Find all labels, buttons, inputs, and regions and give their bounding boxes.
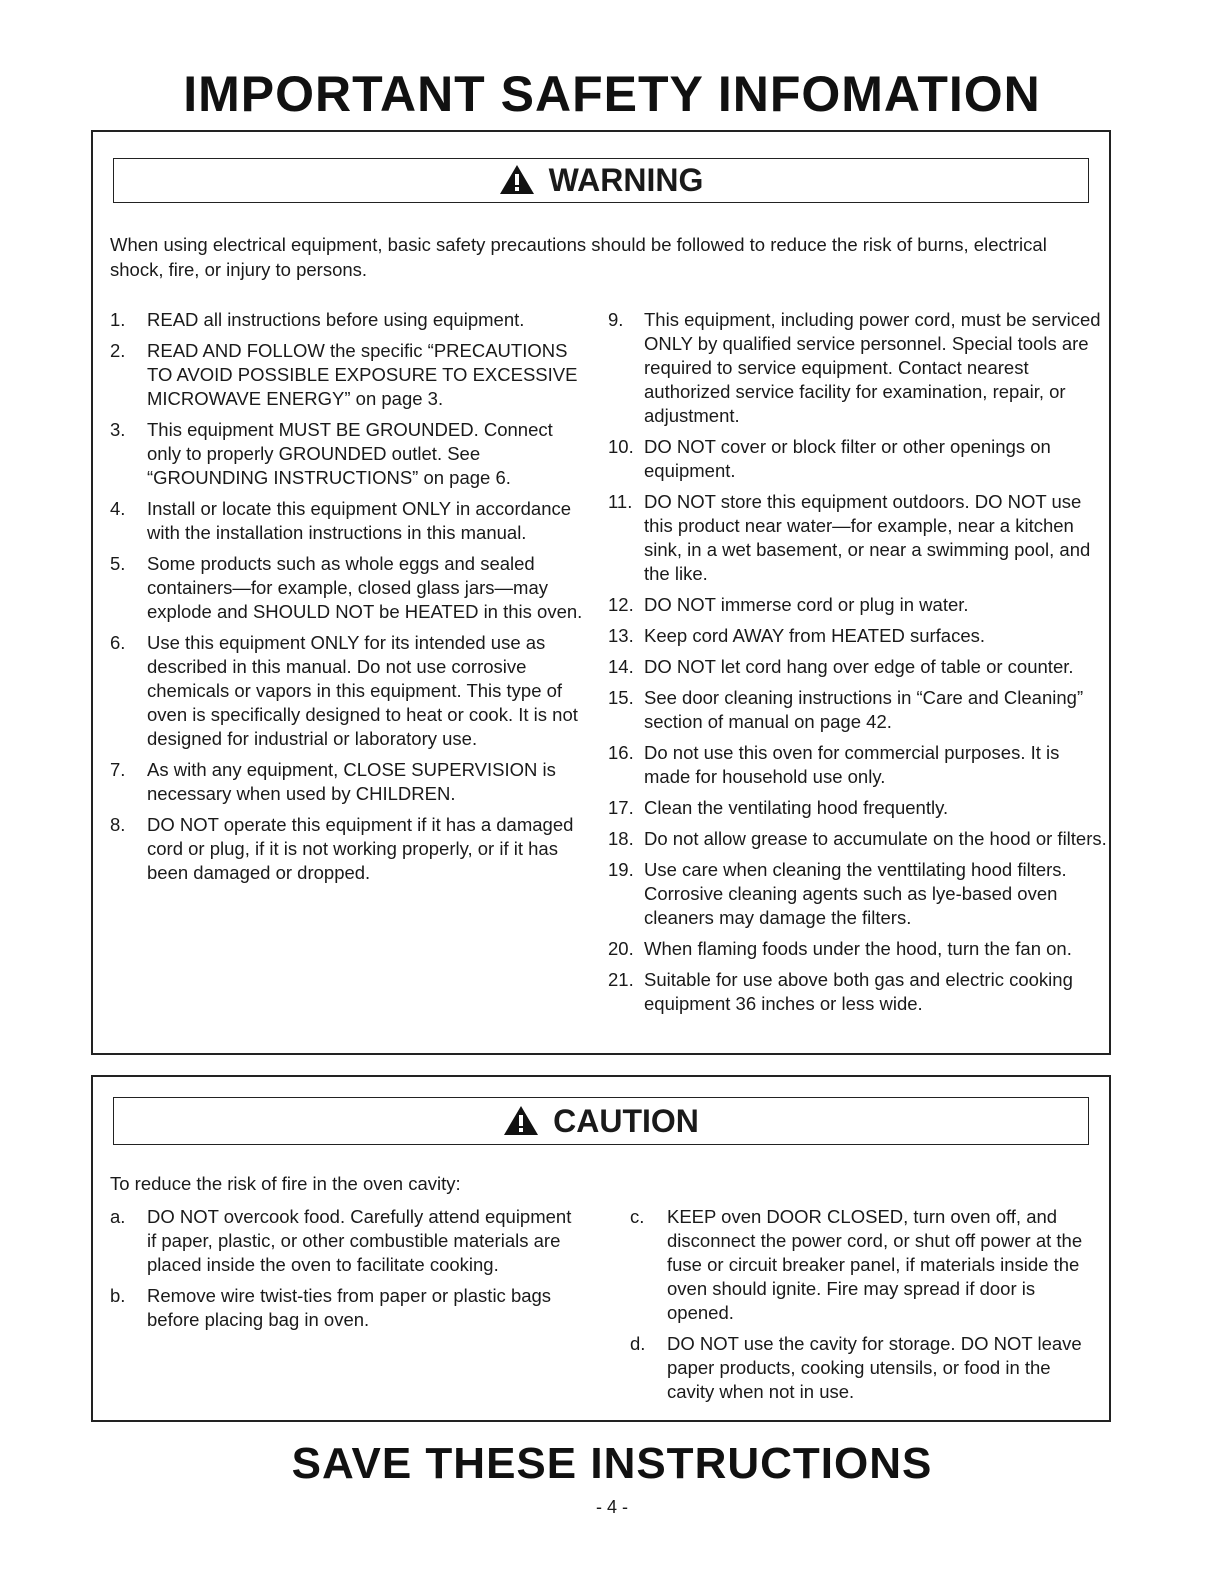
list-item: [110, 1284, 585, 1332]
list-item-number: 7.: [110, 759, 126, 780]
list-item-text: DO NOT store this equipment outdoors. DO NOT use this product near water—for example, near a kitchen sink, in a wet basement, or near a swimming pool, and the like.: [644, 491, 1091, 584]
list-item-number: d.: [630, 1333, 646, 1354]
list-item: [110, 497, 585, 545]
list-item-number: 21.: [608, 969, 634, 990]
list-item-number: 19.: [608, 859, 634, 880]
list-item: [608, 686, 1108, 734]
list-item-number: 15.: [608, 687, 634, 708]
list-item-text: Do not use this oven for commercial purposes. It is made for household use only.: [644, 742, 1060, 787]
list-item-text: See door cleaning instructions in “Care and Cleaning” section of manual on page 42.: [644, 687, 1084, 732]
warning-list-left: [110, 308, 585, 892]
list-item-number: 16.: [608, 742, 634, 763]
list-item-number: 1.: [110, 309, 126, 330]
list-item-text: Some products such as whole eggs and sealed containers—for example, closed glass jars—may explode and SHOULD NOT be HEATED in this oven.: [147, 553, 583, 622]
list-item: [608, 968, 1108, 1016]
list-item: [608, 796, 1108, 820]
warning-banner: [113, 158, 1089, 203]
caution-intro: To reduce the risk of fire in the oven cavity:: [110, 1173, 461, 1194]
page-number: - 4 -: [595, 1497, 628, 1517]
list-item-text: Install or locate this equipment ONLY in accordance with the installation instructions in this manual.: [147, 498, 572, 543]
caution-section: [91, 1075, 1111, 1422]
list-item-text: Keep cord AWAY from HEATED surfaces.: [644, 625, 985, 646]
warning-triangle-icon: [499, 164, 535, 195]
list-item: [110, 308, 585, 332]
list-item-text: DO NOT let cord hang over edge of table or counter.: [644, 656, 1074, 677]
list-item-text: DO NOT use the cavity for storage. DO NOT leave paper products, cooking utensils, or food in the cavity when not in use.: [667, 1333, 1082, 1402]
list-item-text: This equipment, including power cord, must be serviced ONLY by qualified service personnel. Special tools are required to service equipment. Contact nearest authorized service facility for examination, repair, or adjustment.: [644, 309, 1101, 426]
list-item: [608, 858, 1108, 930]
list-item-text: When flaming foods under the hood, turn the fan on.: [644, 938, 1072, 959]
list-item-number: 20.: [608, 938, 634, 959]
list-item: [110, 813, 585, 885]
list-item-text: Do not allow grease to accumulate on the hood or filters.: [644, 828, 1107, 849]
list-item-text: DO NOT overcook food. Carefully attend equipment if paper, plastic, or other combustible materials are placed inside the oven to facilitate cooking.: [147, 1206, 572, 1275]
warning-section: [91, 130, 1111, 1055]
list-item-text: Clean the ventilating hood frequently.: [644, 797, 949, 818]
list-item-number: 13.: [608, 625, 634, 646]
list-item: [110, 339, 585, 411]
list-item: [608, 593, 1108, 617]
list-item-number: 4.: [110, 498, 126, 519]
list-item: [608, 435, 1108, 483]
list-item-text: READ all instructions before using equipment.: [147, 309, 525, 330]
list-item-text: KEEP oven DOOR CLOSED, turn oven off, and disconnect the power cord, or shut off power at the fuse or circuit breaker panel, if materials inside the oven should ignite. Fire may spread if door is opened.: [667, 1206, 1083, 1323]
list-item-text: As with any equipment, CLOSE SUPERVISION is necessary when used by CHILDREN.: [147, 759, 556, 804]
list-item-number: 18.: [608, 828, 634, 849]
list-item-number: 2.: [110, 340, 126, 361]
list-item: [608, 655, 1108, 679]
list-item: [110, 1205, 585, 1277]
list-item: [110, 418, 585, 490]
list-item-text: Remove wire twist-ties from paper or plastic bags before placing bag in oven.: [147, 1285, 552, 1330]
list-item: [608, 741, 1108, 789]
list-item-text: DO NOT operate this equipment if it has a damaged cord or plug, if it is not working properly, or if it has been damaged or dropped.: [147, 814, 574, 883]
list-item-number: 12.: [608, 594, 634, 615]
warning-intro: When using electrical equipment, basic safety precautions should be followed to reduce the risk of burns, electrical shock, fire, or injury to persons.: [110, 234, 1047, 280]
warning-heading: WARNING: [548, 162, 704, 198]
list-item-number: 14.: [608, 656, 634, 677]
caution-list-right: [630, 1205, 1100, 1411]
list-item: [630, 1332, 1100, 1404]
caution-heading: CAUTION: [553, 1103, 699, 1139]
page-title: IMPORTANT SAFETY INFOMATION: [183, 66, 1041, 122]
list-item: [608, 624, 1108, 648]
list-item: [608, 490, 1108, 586]
list-item-number: 17.: [608, 797, 634, 818]
list-item-number: 5.: [110, 553, 126, 574]
list-item-number: 9.: [608, 309, 624, 330]
caution-list-left: [110, 1205, 585, 1339]
list-item-text: DO NOT cover or block filter or other openings on equipment.: [644, 436, 1051, 481]
caution-triangle-icon: [503, 1105, 539, 1136]
list-item: [630, 1205, 1100, 1325]
list-item-number: a.: [110, 1206, 126, 1227]
list-item-number: c.: [630, 1206, 645, 1227]
list-item-text: This equipment MUST BE GROUNDED. Connect only to properly GROUNDED outlet. See “GROUNDING INSTRUCTIONS” on page 6.: [147, 419, 553, 488]
list-item-text: Suitable for use above both gas and electric cooking equipment 36 inches or less wide.: [644, 969, 1073, 1014]
list-item: [110, 758, 585, 806]
list-item-number: 6.: [110, 632, 126, 653]
list-item-number: 8.: [110, 814, 126, 835]
list-item: [110, 552, 585, 624]
footer-title: SAVE THESE INSTRUCTIONS: [291, 1439, 933, 1488]
list-item-number: 10.: [608, 436, 634, 457]
warning-list-right: [608, 308, 1108, 1023]
list-item-text: Use this equipment ONLY for its intended use as described in this manual. Do not use corrosive chemicals or vapors in this equipment. This type of oven is specifically designed to heat or cook. It is not designed for industrial or laboratory use.: [147, 632, 578, 749]
list-item: [608, 937, 1108, 961]
list-item-number: 3.: [110, 419, 126, 440]
list-item-number: 11.: [608, 491, 633, 512]
list-item-text: READ AND FOLLOW the specific “PRECAUTIONS TO AVOID POSSIBLE EXPOSURE TO EXCESSIVE MICROWAVE ENERGY” on page 3.: [147, 340, 578, 409]
list-item: [608, 308, 1108, 428]
list-item: [608, 827, 1108, 851]
caution-banner: [113, 1097, 1089, 1145]
list-item-text: DO NOT immerse cord or plug in water.: [644, 594, 969, 615]
list-item: [110, 631, 585, 751]
list-item-number: b.: [110, 1285, 126, 1306]
list-item-text: Use care when cleaning the venttilating hood filters. Corrosive cleaning agents such as lye-based oven cleaners may damage the filters.: [644, 859, 1067, 928]
